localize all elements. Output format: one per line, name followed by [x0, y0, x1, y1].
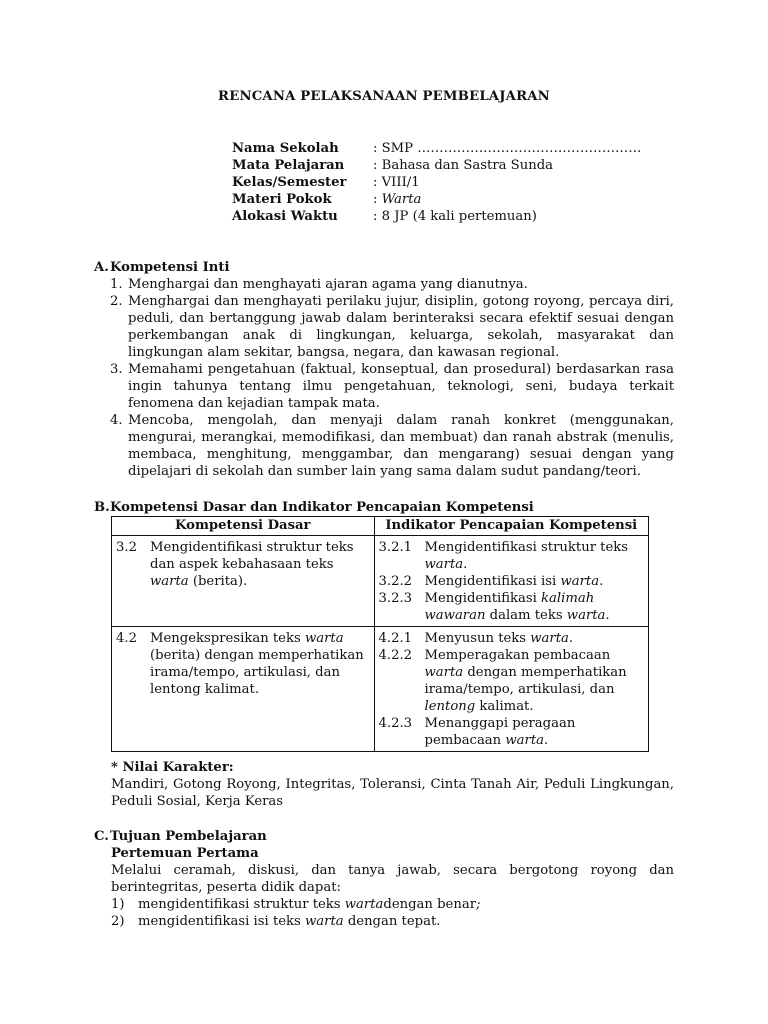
- ipk-text-italic: warta: [560, 574, 600, 589]
- ipk-cell: [374, 536, 649, 627]
- kd-text: [150, 630, 370, 698]
- ipk-item: [375, 715, 649, 749]
- identity-label: Mata Pelajaran: [232, 158, 345, 173]
- kd-text-italic: warta: [150, 574, 189, 589]
- kd-text-part: Mengekspresikan teks: [150, 631, 305, 646]
- ipk-text-part: Mengidentifikasi isi: [424, 574, 561, 589]
- ipk-text-italic: warta: [566, 608, 606, 623]
- section-kompetensi-inti: [94, 259, 674, 480]
- identity-row: [232, 191, 641, 208]
- item-text: [138, 913, 440, 930]
- kd-text-part: Mengidentifikasi struktur teks dan aspek kebahasaan teks: [150, 540, 354, 572]
- ipk-text-part: .: [568, 631, 574, 646]
- column-header-kd: Kompetensi Dasar: [112, 517, 375, 536]
- kd-ipk-table: [111, 516, 649, 752]
- item-text-part: dengan tepat.: [343, 914, 441, 929]
- ipk-number: 3.2.1: [378, 540, 413, 555]
- section-tujuan: [94, 828, 674, 930]
- ipk-text: [425, 590, 645, 624]
- section-letter: B.: [94, 500, 110, 515]
- item-number: 2): [111, 914, 125, 929]
- item-text: [138, 896, 480, 913]
- identity-label: Alokasi Waktu: [232, 209, 338, 224]
- ipk-item: [375, 590, 649, 624]
- nilai-karakter: [111, 759, 674, 810]
- kd-cell: [112, 627, 375, 752]
- section-heading: [94, 259, 674, 276]
- list-item: [110, 293, 674, 361]
- ipk-number: 4.2.1: [378, 631, 413, 646]
- section-letter: C.: [94, 829, 109, 844]
- identity-value: : Bahasa dan Sastra Sunda: [373, 158, 554, 173]
- table-header-row: [112, 517, 649, 536]
- tujuan-intro: Melalui ceramah, diskusi, dan tanya jawab, secara bergotong royong dan berintegritas, peserta didik dapat:: [111, 863, 674, 895]
- subsection-title: Pertemuan Pertama: [111, 846, 259, 861]
- nilai-karakter-text: Mandiri, Gotong Royong, Integritas, Toleransi, Cinta Tanah Air, Peduli Lingkungan, Peduli Sosial, Kerja Keras: [111, 777, 674, 809]
- ipk-item: [375, 630, 649, 647]
- ipk-text-part: .: [463, 557, 468, 572]
- ipk-text-part: Mengidentifikasi struktur teks: [424, 540, 629, 555]
- item-text: Mencoba, mengolah, dan menyaji dalam ranah konkret (menggunakan, mengurai, merangkai, memodifikasi, dan membuat) dan ranah abstrak (menulis, membaca, menghitung, menggambar, dan mengarang) sesuai dengan yang dipelajari di sekolah dan sumber lain yang sama dalam sudut pandang/teori.: [128, 413, 674, 479]
- kd-text-part: (berita) dengan memperhatikan irama/tempo, artikulasi, dan lentong kalimat.: [150, 648, 364, 697]
- item-number: 3.: [110, 362, 123, 377]
- ipk-number: 3.2.2: [378, 574, 413, 589]
- section-title: Kompetensi Inti: [110, 260, 230, 275]
- ipk-text-part: .: [605, 608, 610, 623]
- ipk-item: [375, 573, 649, 590]
- kd-text-italic: warta: [304, 631, 344, 646]
- identity-label: Kelas/Semester: [232, 175, 347, 190]
- kd-number: 4.2: [116, 631, 137, 646]
- identity-block: [232, 140, 641, 225]
- list-item: [110, 412, 674, 480]
- item-text-part: dengan benar: [383, 897, 477, 912]
- ipk-number: 4.2.2: [378, 648, 413, 663]
- ipk-text-italic: kalimah wawaran: [424, 591, 595, 623]
- list-item: [110, 276, 674, 293]
- ipk-text-italic: warta: [424, 557, 464, 572]
- list-item: [111, 913, 674, 930]
- identity-label: Materi Pokok: [232, 192, 332, 207]
- ipk-text-italic: warta: [424, 665, 464, 680]
- ipk-text: [425, 715, 645, 749]
- section-kd-ipk: [94, 499, 674, 516]
- identity-value: : SMP ……………………………………………: [373, 141, 642, 156]
- ki-list: [94, 276, 674, 480]
- item-number: 1): [111, 897, 125, 912]
- identity-row: [232, 208, 641, 225]
- ipk-text-part: .: [599, 574, 604, 589]
- section-title: Kompetensi Dasar dan Indikator Pencapaian Kompetensi: [110, 500, 534, 515]
- ipk-text-part: Menyusun teks: [424, 631, 531, 646]
- item-text-italic: ;: [476, 897, 481, 912]
- kd-number: 3.2: [116, 540, 137, 555]
- item-text-part: mengidentifikasi isi teks: [138, 914, 305, 929]
- item-text: Menghargai dan menghayati perilaku jujur, disiplin, gotong royong, percaya diri, peduli, dan bertanggung jawab dalam berinteraksi secara efektif sesuai dengan perkembangan anak di lingkungan, keluarga, sekolah, masyarakat dan lingkungan alam sekitar, bangsa, negara, dan kawasan regional.: [128, 294, 674, 360]
- ipk-text-italic: lentong: [424, 699, 476, 714]
- ipk-text-italic: warta: [505, 733, 544, 748]
- item-text-part: mengidentifikasi struktur teks: [138, 897, 345, 912]
- ipk-number: 4.2.3: [378, 716, 413, 731]
- table-row: [112, 627, 649, 752]
- identity-row: [232, 157, 641, 174]
- ipk-number: 3.2.3: [378, 591, 413, 606]
- item-text: Menghargai dan menghayati ajaran agama yang dianutnya.: [128, 277, 528, 292]
- item-number: 2.: [110, 294, 123, 309]
- ipk-text-part: dalam teks: [485, 608, 567, 623]
- ipk-text: [425, 647, 645, 715]
- ipk-text-part: kalimat.: [475, 699, 534, 714]
- identity-label: Nama Sekolah: [232, 141, 339, 156]
- identity-value-italic: Warta: [381, 192, 422, 207]
- item-number: 1.: [110, 277, 123, 292]
- table-row: [112, 536, 649, 627]
- item-number: 4.: [110, 413, 123, 428]
- ipk-text-part: Memperagakan pembacaan: [424, 648, 611, 663]
- kd-cell: [112, 536, 375, 627]
- list-item: [111, 896, 674, 913]
- section-heading: [94, 499, 674, 516]
- nilai-karakter-heading: * Nilai Karakter:: [111, 760, 234, 775]
- ipk-text-part: Mengidentifikasi: [424, 591, 542, 606]
- identity-value: [373, 191, 421, 208]
- section-letter: A.: [94, 260, 109, 275]
- identity-value-prefix: :: [373, 192, 382, 207]
- item-text: Memahami pengetahuan (faktual, konseptual, dan prosedural) berdasarkan rasa ingin tahunya tentang ilmu pengetahuan, teknologi, seni, budaya terkait fenomena dan kejadian tampak mata.: [128, 362, 674, 411]
- identity-value: : VIII/1: [373, 175, 420, 190]
- identity-row: [232, 174, 641, 191]
- ipk-text: [425, 630, 645, 647]
- column-header-ipk: Indikator Pencapaian Kompetensi: [374, 517, 649, 536]
- section-heading: [94, 828, 674, 845]
- ipk-text-part: dengan memperhatikan irama/tempo, artikulasi, dan: [424, 665, 627, 697]
- document-title: RENCANA PELAKSANAAN PEMBELAJARAN: [218, 89, 550, 104]
- kd-text: [150, 539, 370, 590]
- item-text-italic: warta: [344, 897, 384, 912]
- ipk-text-part: .: [543, 733, 549, 748]
- identity-row: [232, 140, 641, 157]
- ipk-text-italic: warta: [530, 631, 569, 646]
- kd-text-part: (berita).: [188, 574, 248, 589]
- ipk-item: [375, 539, 649, 573]
- ipk-text: [425, 573, 645, 590]
- ipk-text: [425, 539, 645, 573]
- list-item: [110, 361, 674, 412]
- section-title: Tujuan Pembelajaran: [110, 829, 267, 844]
- identity-value: : 8 JP (4 kali pertemuan): [373, 209, 537, 224]
- ipk-item: [375, 647, 649, 715]
- ipk-cell: [374, 627, 649, 752]
- ipk-text-part: Menanggapi peragaan pembacaan: [424, 716, 576, 748]
- item-text-italic: warta: [305, 914, 344, 929]
